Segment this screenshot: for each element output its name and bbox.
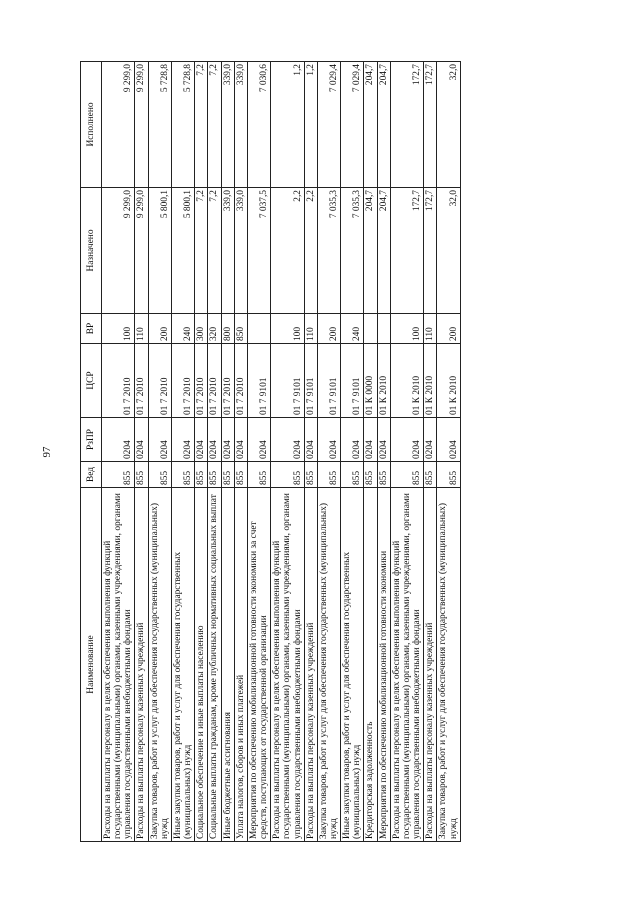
cell-name: Социальные выплаты гражданам, кроме публичных нормативных социальных выплат <box>208 488 221 842</box>
cell-executed: 7 030,6 <box>247 62 270 188</box>
cell-vr: 200 <box>148 314 171 344</box>
cell-planned: 32,0 <box>437 188 460 314</box>
cell-name: Расходы на выплаты персоналу в целях обеспечения выполнения функций государственными (муниципальными) органами, казенными учреждениями, органами управления государственными внебюджетными фондами <box>271 488 304 842</box>
cell-planned: 339,0 <box>234 188 247 314</box>
cell-ved: 855 <box>364 462 377 488</box>
cell-vr <box>247 314 270 344</box>
cell-executed: 5 728,8 <box>148 62 171 188</box>
cell-planned: 204,7 <box>377 188 390 314</box>
cell-executed: 9 299,0 <box>135 62 148 188</box>
cell-vr: 240 <box>341 314 364 344</box>
cell-executed: 7,2 <box>195 62 208 188</box>
cell-executed: 339,0 <box>234 62 247 188</box>
cell-ved: 855 <box>148 462 171 488</box>
cell-ved: 855 <box>341 462 364 488</box>
cell-rzpr: 0204 <box>390 418 423 462</box>
cell-name: Иные бюджетные ассигнования <box>221 488 234 842</box>
cell-name: Уплата налогов, сборов и иных платежей <box>234 488 247 842</box>
cell-ved: 855 <box>271 462 304 488</box>
cell-name: Кредиторская задолженность <box>364 488 377 842</box>
cell-executed: 9 299,0 <box>102 62 135 188</box>
cell-name: Расходы на выплаты персоналу казенных учреждений <box>135 488 148 842</box>
table-row <box>208 62 221 842</box>
cell-name: Расходы на выплаты персоналу в целях обеспечения выполнения функций государственными (муниципальными) органами, казенными учреждениями, органами управления государственными внебюджетными фондами <box>390 488 423 842</box>
table-row <box>341 62 364 842</box>
cell-ved: 855 <box>135 462 148 488</box>
cell-vr: 110 <box>135 314 148 344</box>
cell-rzpr: 0204 <box>437 418 460 462</box>
cell-name: Иные закупки товаров, работ и услуг для обеспечения государственных (муниципальных) нужд <box>171 488 194 842</box>
page-number: 97 <box>41 446 53 458</box>
cell-name: Закупка товаров, работ и услуг для обеспечения государственных (муниципальных) нужд <box>148 488 171 842</box>
cell-vr: 800 <box>221 314 234 344</box>
header-rzpr: РзПР <box>81 418 102 462</box>
cell-vr <box>377 314 390 344</box>
cell-csr: 01 7 2010 <box>102 344 135 418</box>
cell-rzpr: 0204 <box>247 418 270 462</box>
cell-csr: 01 7 2010 <box>195 344 208 418</box>
cell-executed: 7,2 <box>208 62 221 188</box>
cell-planned: 5 800,1 <box>171 188 194 314</box>
table-row <box>135 62 148 842</box>
cell-name: Мероприятия по обеспечению мобилизационной готовности экономики <box>377 488 390 842</box>
budget-table <box>80 61 461 842</box>
cell-ved: 855 <box>195 462 208 488</box>
cell-executed: 7 029,4 <box>341 62 364 188</box>
cell-csr: 01 К 0000 <box>364 344 377 418</box>
cell-csr: 01 7 2010 <box>171 344 194 418</box>
cell-executed: 172,7 <box>390 62 423 188</box>
cell-executed: 204,7 <box>377 62 390 188</box>
cell-planned: 7 037,5 <box>247 188 270 314</box>
cell-rzpr: 0204 <box>317 418 340 462</box>
cell-ved: 855 <box>304 462 317 488</box>
cell-planned: 9 299,0 <box>102 188 135 314</box>
cell-name: Расходы на выплаты персоналу казенных учреждений <box>424 488 437 842</box>
cell-rzpr: 0204 <box>234 418 247 462</box>
table-row <box>195 62 208 842</box>
cell-rzpr: 0204 <box>135 418 148 462</box>
cell-executed: 339,0 <box>221 62 234 188</box>
cell-name: Закупка товаров, работ и услуг для обеспечения государственных (муниципальных) нужд <box>317 488 340 842</box>
cell-planned: 7 035,3 <box>341 188 364 314</box>
cell-planned: 172,7 <box>424 188 437 314</box>
cell-ved: 855 <box>437 462 460 488</box>
table-header-row <box>81 62 102 842</box>
header-csr: ЦСР <box>81 344 102 418</box>
cell-rzpr: 0204 <box>424 418 437 462</box>
cell-rzpr: 0204 <box>377 418 390 462</box>
cell-planned: 5 800,1 <box>148 188 171 314</box>
table-row <box>234 62 247 842</box>
cell-planned: 204,7 <box>364 188 377 314</box>
cell-rzpr: 0204 <box>341 418 364 462</box>
cell-planned: 9 299,0 <box>135 188 148 314</box>
cell-executed: 7 029,4 <box>317 62 340 188</box>
cell-executed: 172,7 <box>424 62 437 188</box>
cell-planned: 7,2 <box>195 188 208 314</box>
header-vr: ВР <box>81 314 102 344</box>
table-row <box>148 62 171 842</box>
table-row <box>424 62 437 842</box>
cell-csr: 01 К 2010 <box>437 344 460 418</box>
cell-vr: 320 <box>208 314 221 344</box>
cell-vr: 300 <box>195 314 208 344</box>
cell-vr: 200 <box>317 314 340 344</box>
cell-csr: 01 7 2010 <box>221 344 234 418</box>
cell-executed: 204,7 <box>364 62 377 188</box>
cell-csr: 01 7 9101 <box>247 344 270 418</box>
cell-rzpr: 0204 <box>221 418 234 462</box>
table-row <box>437 62 460 842</box>
cell-planned: 339,0 <box>221 188 234 314</box>
cell-ved: 855 <box>377 462 390 488</box>
cell-vr: 100 <box>390 314 423 344</box>
rotated-table-container <box>80 62 580 842</box>
cell-executed: 5 728,8 <box>171 62 194 188</box>
cell-vr: 110 <box>424 314 437 344</box>
table-row <box>377 62 390 842</box>
cell-rzpr: 0204 <box>102 418 135 462</box>
cell-rzpr: 0204 <box>208 418 221 462</box>
cell-rzpr: 0204 <box>148 418 171 462</box>
cell-name: Закупка товаров, работ и услуг для обеспечения государственных (муниципальных) нужд <box>437 488 460 842</box>
table-row <box>364 62 377 842</box>
cell-ved: 855 <box>171 462 194 488</box>
cell-rzpr: 0204 <box>171 418 194 462</box>
cell-name: Мероприятия по обеспечению мобилизационной готовности экономики за счет средств, поступающих от государственной организации <box>247 488 270 842</box>
cell-csr: 01 К 2010 <box>377 344 390 418</box>
cell-vr: 850 <box>234 314 247 344</box>
cell-rzpr: 0204 <box>271 418 304 462</box>
cell-vr <box>364 314 377 344</box>
cell-planned: 172,7 <box>390 188 423 314</box>
table-row <box>221 62 234 842</box>
cell-csr: 01 7 2010 <box>148 344 171 418</box>
cell-csr: 01 7 9101 <box>304 344 317 418</box>
header-ved: Вед <box>81 462 102 488</box>
cell-rzpr: 0204 <box>195 418 208 462</box>
cell-csr: 01 7 9101 <box>341 344 364 418</box>
cell-rzpr: 0204 <box>304 418 317 462</box>
cell-executed: 1,2 <box>271 62 304 188</box>
cell-csr: 01 7 9101 <box>271 344 304 418</box>
cell-csr: 01 7 9101 <box>317 344 340 418</box>
cell-ved: 855 <box>102 462 135 488</box>
cell-ved: 855 <box>221 462 234 488</box>
cell-name: Расходы на выплаты персоналу казенных учреждений <box>304 488 317 842</box>
cell-name: Социальное обеспечение и иные выплаты населению <box>195 488 208 842</box>
header-executed: Исполнено <box>81 62 102 188</box>
cell-ved: 855 <box>424 462 437 488</box>
cell-vr: 110 <box>304 314 317 344</box>
cell-csr: 01 7 2010 <box>135 344 148 418</box>
table-row <box>171 62 194 842</box>
cell-csr: 01 К 2010 <box>424 344 437 418</box>
table-row <box>271 62 304 842</box>
cell-csr: 01 К 2010 <box>390 344 423 418</box>
table-row <box>390 62 423 842</box>
cell-ved: 855 <box>317 462 340 488</box>
cell-vr: 100 <box>102 314 135 344</box>
cell-rzpr: 0204 <box>364 418 377 462</box>
header-planned: Назначено <box>81 188 102 314</box>
cell-executed: 1,2 <box>304 62 317 188</box>
table-row <box>247 62 270 842</box>
cell-ved: 855 <box>208 462 221 488</box>
cell-planned: 2,2 <box>271 188 304 314</box>
cell-ved: 855 <box>234 462 247 488</box>
table-body <box>102 62 461 842</box>
cell-vr: 100 <box>271 314 304 344</box>
cell-vr: 240 <box>171 314 194 344</box>
header-name: Наименование <box>81 488 102 842</box>
cell-csr: 01 7 2010 <box>234 344 247 418</box>
cell-vr: 200 <box>437 314 460 344</box>
cell-csr: 01 7 2010 <box>208 344 221 418</box>
cell-planned: 7,2 <box>208 188 221 314</box>
cell-planned: 2,2 <box>304 188 317 314</box>
table-row <box>317 62 340 842</box>
table-row <box>102 62 135 842</box>
cell-ved: 855 <box>390 462 423 488</box>
cell-planned: 7 035,3 <box>317 188 340 314</box>
cell-executed: 32,0 <box>437 62 460 188</box>
cell-name: Расходы на выплаты персоналу в целях обеспечения выполнения функций государственными (муниципальными) органами, казенными учреждениями, органами управления государственными внебюджетными фондами <box>102 488 135 842</box>
table-row <box>304 62 317 842</box>
cell-name: Иные закупки товаров, работ и услуг для обеспечения государственных (муниципальных) нужд <box>341 488 364 842</box>
cell-ved: 855 <box>247 462 270 488</box>
